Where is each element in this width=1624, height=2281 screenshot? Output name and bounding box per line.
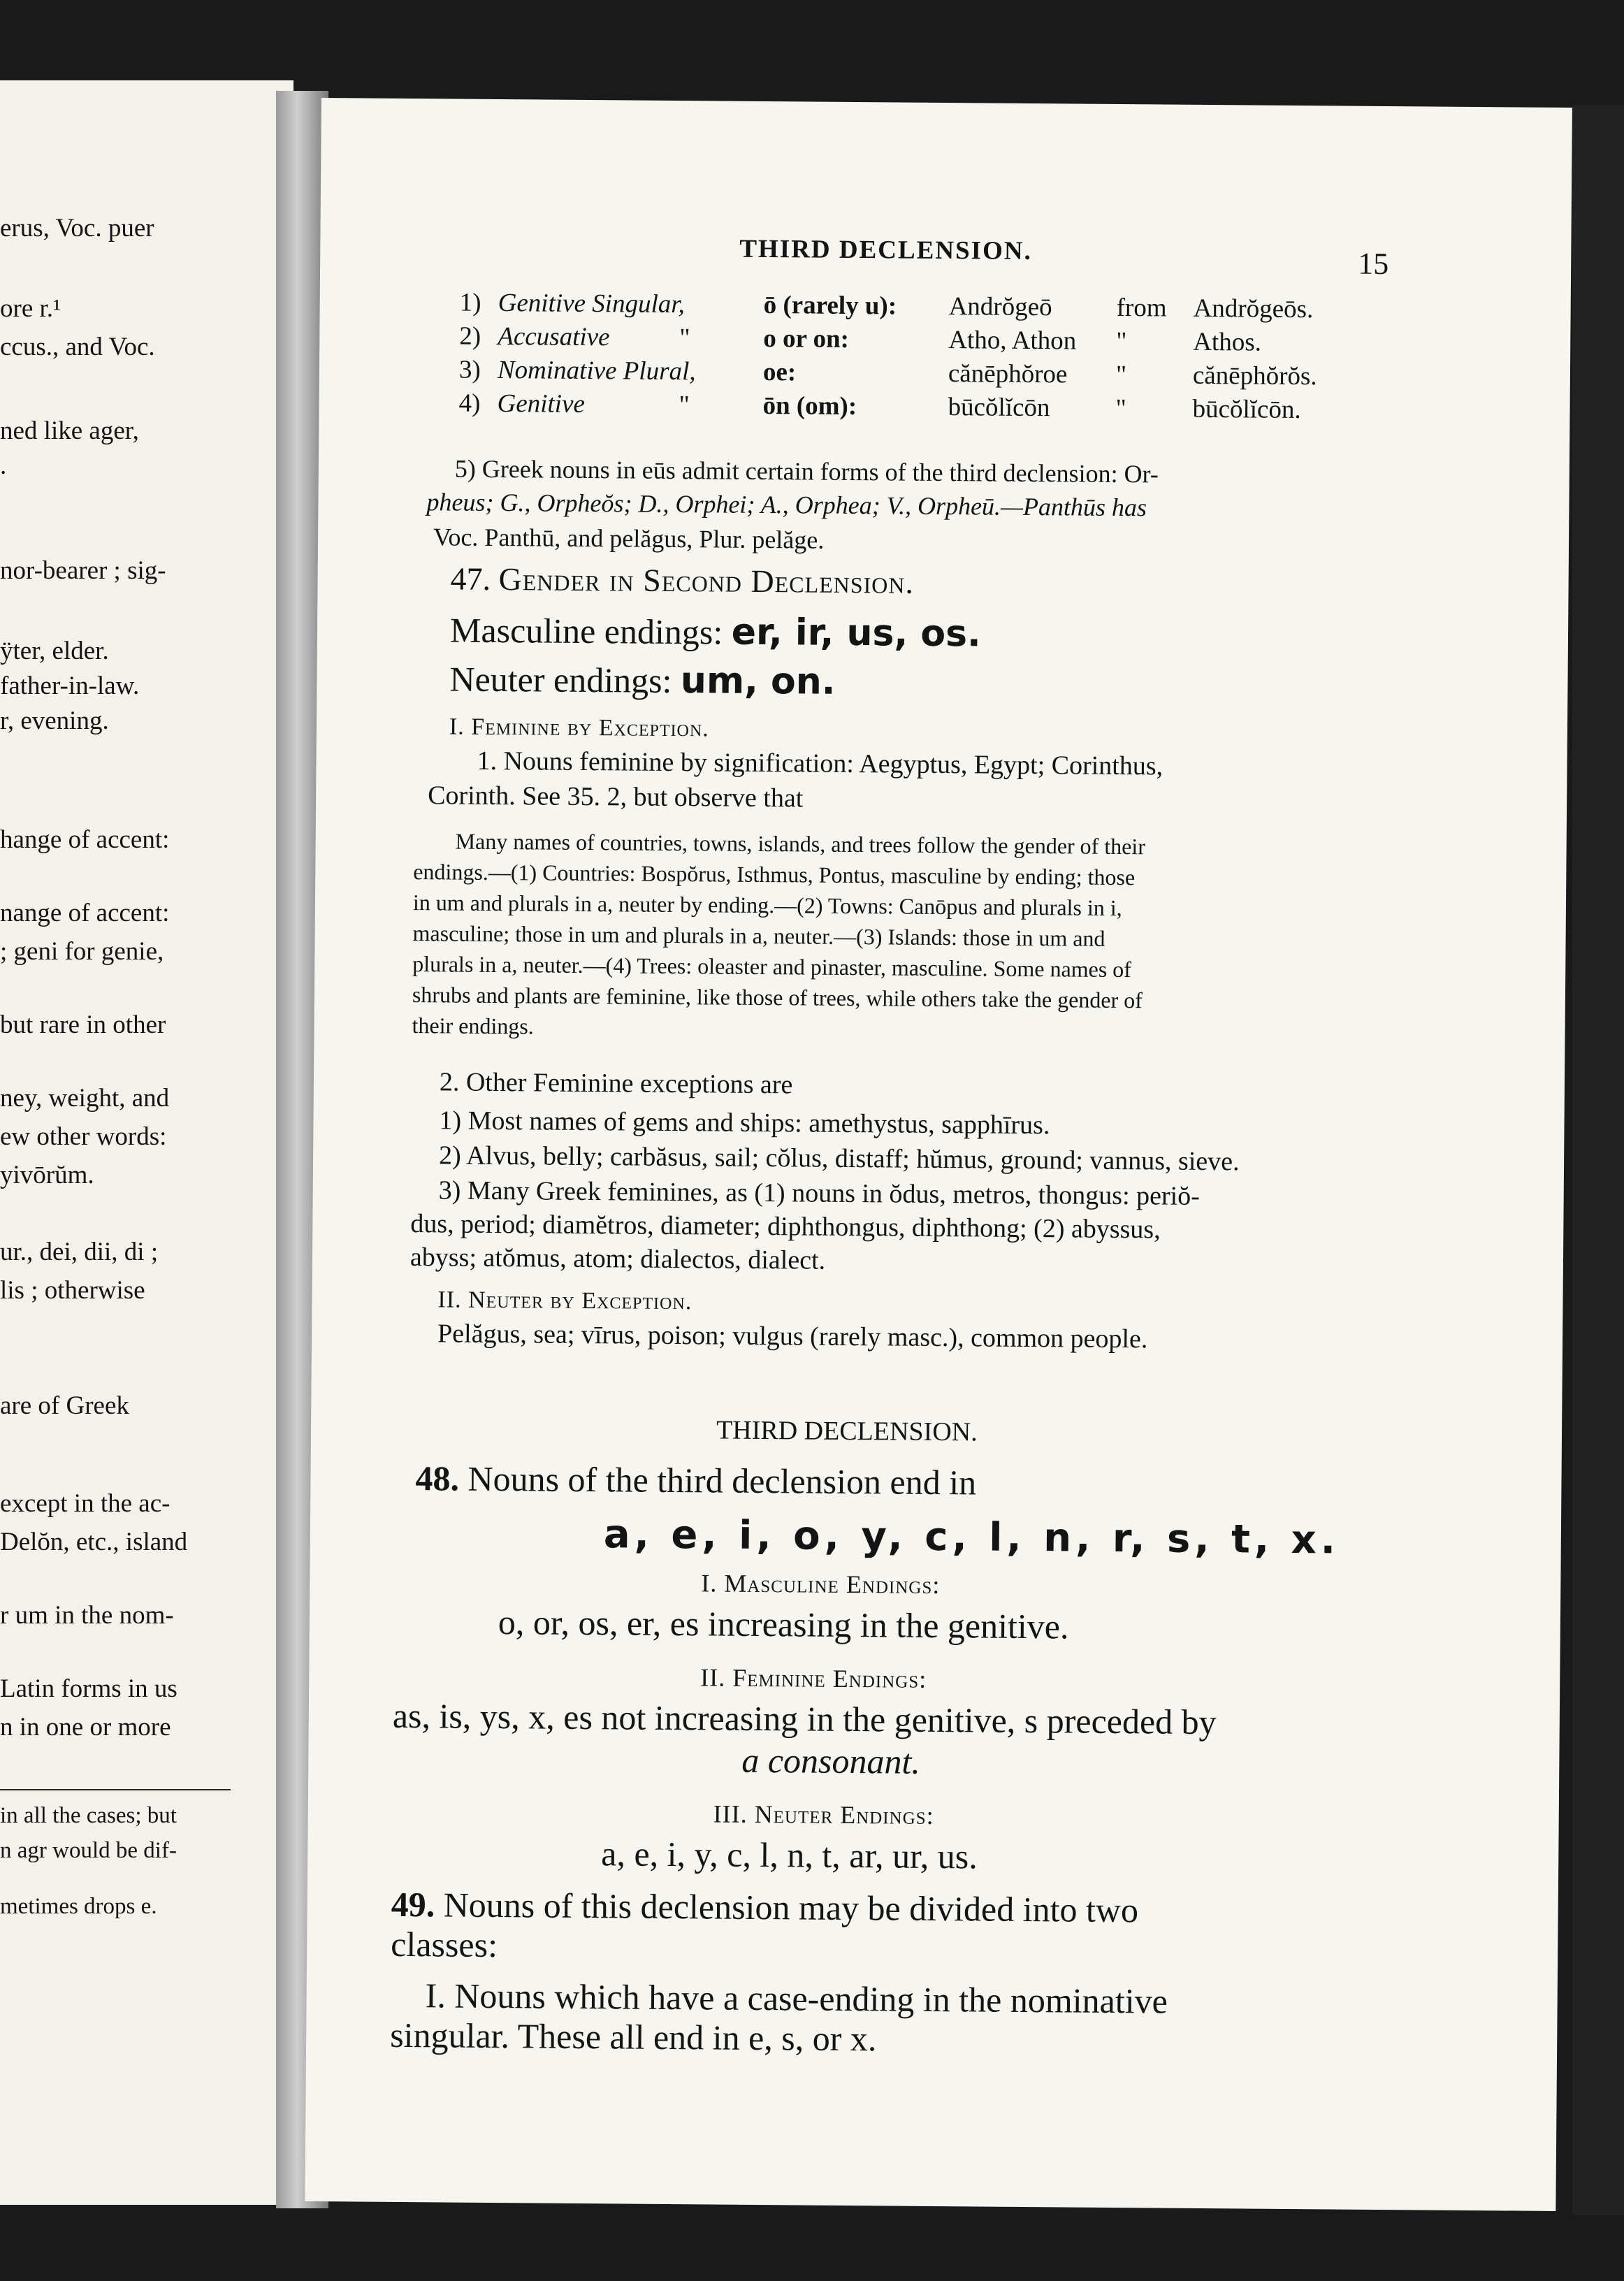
sec49-text: Nouns of this declension may be divided into two bbox=[443, 1885, 1139, 1930]
small-print-line: endings.—(1) Countries: Bospŏrus, Isthmus, Pontus, masculine by ending; those bbox=[413, 859, 1136, 890]
left-page-fragment: ned like ager, bbox=[0, 417, 139, 445]
greek-form-ending: ōn (om): bbox=[762, 391, 857, 421]
page-number: 15 bbox=[1357, 246, 1389, 282]
sec47-p2-item3-line2: dus, period; diamĕtros, diameter; diphthongus, diphthong; (2) abyssus, bbox=[410, 1209, 1161, 1245]
sec48-text: Nouns of the third declension end in bbox=[467, 1458, 977, 1502]
book-page bbox=[305, 98, 1572, 2211]
sec49-line1 bbox=[391, 1884, 1138, 1930]
greek-form-case: Accusative bbox=[498, 321, 610, 352]
greek-form-source: Athos. bbox=[1193, 327, 1262, 357]
greek-form-num: 2) bbox=[459, 321, 481, 351]
greek-form-source: cănēphŏrŏs. bbox=[1192, 361, 1317, 391]
neut-endings-line bbox=[449, 658, 835, 702]
left-page-fragment: n in one or more bbox=[0, 1713, 171, 1741]
item5-line2: pheus; G., Orpheŏs; D., Orphei; A., Orphea; V., Orpheū.—Panthūs has bbox=[426, 488, 1147, 522]
small-print-line: plurals in a, neuter.—(4) Trees: oleaster and pinaster, masculine. Some names of bbox=[412, 951, 1132, 983]
masc-endings-heading: I. Masculine Endings: bbox=[701, 1569, 941, 1600]
fem-exception-heading: I. Feminine by Exception. bbox=[449, 714, 709, 742]
greek-form-ditto: " bbox=[679, 391, 690, 420]
footnote-rule bbox=[0, 1789, 231, 1790]
item5-line1: 5) Greek nouns in eūs admit certain forms of the third declension: Or- bbox=[454, 454, 1159, 488]
greek-form-ending: ō (rarely u): bbox=[763, 290, 897, 321]
greek-form-num: 1) bbox=[459, 288, 481, 317]
left-page-fragment: ; geni for genie, bbox=[0, 937, 164, 966]
left-page-fragment: Latin forms in us bbox=[0, 1674, 177, 1703]
greek-form-from: " bbox=[1115, 360, 1127, 390]
greek-form-example: cănēphŏroe bbox=[948, 359, 1068, 389]
sec49-para-line1: I. Nouns which have a case-ending in the nominative bbox=[425, 1976, 1168, 2021]
left-page-fragment: . bbox=[0, 451, 7, 480]
sec48-number: 48. bbox=[415, 1458, 460, 1498]
small-print-line: masculine; those in um and plurals in a, neuter.—(3) Islands: those in um and bbox=[412, 920, 1105, 951]
sec47-p1-line1: 1. Nouns feminine by signification: Aegyptus, Egypt; Corinthus, bbox=[477, 746, 1163, 781]
neut-endings-rule: a, e, i, y, c, l, n, t, ar, ur, us. bbox=[601, 1834, 978, 1876]
left-page-fragment: hange of accent: bbox=[0, 825, 170, 854]
left-page-fragment: nange of accent: bbox=[0, 899, 170, 927]
fem-endings-heading: II. Feminine Endings: bbox=[700, 1663, 927, 1693]
greek-form-source: Andrŏgeōs. bbox=[1193, 294, 1314, 324]
left-page-fragment: lis ; otherwise bbox=[0, 1276, 145, 1305]
small-print-line: their endings. bbox=[412, 1013, 534, 1039]
left-page-fragment: r um in the nom- bbox=[0, 1601, 174, 1630]
masc-endings: er, ir, us, os. bbox=[731, 611, 982, 656]
left-page-fragment: except in the ac- bbox=[0, 1489, 171, 1518]
left-page-fragment: r, evening. bbox=[0, 707, 109, 735]
greek-form-example: Andrŏgeō bbox=[948, 292, 1052, 322]
greek-form-row bbox=[319, 354, 1570, 391]
sec48-line bbox=[415, 1458, 976, 1502]
sec47-p2-item2: 2) Alvus, belly; carbăsus, sail; cŏlus, distaff; hŭmus, ground; vannus, sieve. bbox=[438, 1140, 1240, 1177]
left-page-fragment: ÿter, elder. bbox=[0, 637, 109, 665]
sec47-number: 47. bbox=[450, 560, 491, 597]
left-page-fragment: ew other words: bbox=[0, 1122, 167, 1151]
greek-form-num: 3) bbox=[458, 355, 481, 384]
left-page-fragment: yivōrŭm. bbox=[0, 1161, 94, 1189]
book-edge-shadow bbox=[1572, 105, 1624, 2215]
small-print-line: shrubs and plants are feminine, like those of trees, while others take the gender of bbox=[412, 982, 1143, 1013]
sec49-para-line2: singular. These all end in e, s, or x. bbox=[390, 2015, 877, 2059]
masc-label: Masculine endings: bbox=[449, 610, 723, 652]
item5-line3: Voc. Panthū, and pelăgus, Plur. pelăge. bbox=[433, 523, 825, 554]
sec47-p2-item3-line1: 3) Many Greek feminines, as (1) nouns in ŏdus, metros, thongus: periŏ- bbox=[438, 1175, 1201, 1211]
greek-form-ditto: " bbox=[679, 324, 690, 353]
greek-form-source: būcŏlĭcōn. bbox=[1192, 394, 1301, 425]
third-declension-heading: THIRD DECLENSION. bbox=[716, 1415, 978, 1447]
neut-endings-heading: III. Neuter Endings: bbox=[713, 1800, 934, 1830]
greek-form-from: " bbox=[1115, 393, 1126, 423]
left-page-fragment: erus, Voc. puer bbox=[0, 214, 154, 242]
running-title: THIRD DECLENSION. bbox=[739, 234, 1032, 266]
sec49-line2: classes: bbox=[391, 1924, 498, 1965]
greek-form-case: Nominative Plural, bbox=[497, 355, 696, 386]
masc-endings-line bbox=[450, 609, 981, 655]
left-facing-page bbox=[0, 80, 293, 2205]
left-page-fragment: ccus., and Voc. bbox=[0, 333, 155, 361]
sec47-p2-item1: 1) Most names of gems and ships: amethystus, sapphīrus. bbox=[439, 1106, 1050, 1140]
left-page-fragment: nor-bearer ; sig- bbox=[0, 556, 166, 585]
greek-form-row bbox=[320, 287, 1571, 324]
small-print-line: in um and plurals in a, neuter by ending.—(2) Towns: Canōpus and plurals in i, bbox=[412, 890, 1122, 921]
sec47-heading bbox=[450, 560, 914, 600]
sec47-p1-line2: Corinth. See 35. 2, but observe that bbox=[427, 781, 804, 813]
left-page-fragment: are of Greek bbox=[0, 1391, 129, 1420]
greek-form-ending: o or on: bbox=[763, 324, 850, 354]
neut-exception-heading: II. Neuter by Exception. bbox=[437, 1287, 693, 1315]
neut-label: Neuter endings: bbox=[449, 659, 672, 700]
greek-form-case: Genitive Singular, bbox=[498, 288, 686, 319]
left-page-fragment: ore r.¹ bbox=[0, 294, 61, 323]
fem-endings-rule-line1: as, is, ys, x, es not increasing in the genitive, s preceded by bbox=[392, 1695, 1217, 1742]
left-page-fragment: ney, weight, and bbox=[0, 1084, 170, 1113]
masc-endings-rule: o, or, os, er, es increasing in the genitive. bbox=[498, 1602, 1069, 1646]
all-endings: a, e, i, o, y, c, l, n, r, s, t, x. bbox=[603, 1512, 1340, 1563]
left-page-fragment: in all the cases; but bbox=[0, 1803, 177, 1828]
greek-form-from: from bbox=[1116, 293, 1167, 323]
left-page-fragment: but rare in other bbox=[0, 1011, 166, 1039]
greek-form-num: 4) bbox=[458, 389, 481, 418]
greek-form-row bbox=[319, 387, 1570, 425]
neut-exception-line: Pelăgus, sea; vīrus, poison; vulgus (rarely masc.), common people. bbox=[437, 1319, 1148, 1354]
greek-form-from: " bbox=[1116, 326, 1127, 356]
greek-form-ending: oe: bbox=[762, 357, 797, 387]
greek-form-case: Genitive bbox=[497, 389, 586, 419]
greek-form-example: Atho, Athon bbox=[948, 326, 1077, 356]
left-page-fragment: father-in-law. bbox=[0, 672, 140, 700]
left-page-fragment: n agr would be dif- bbox=[0, 1838, 177, 1863]
greek-form-row bbox=[320, 320, 1571, 357]
greek-form-example: būcŏlĭcōn bbox=[948, 393, 1050, 423]
left-page-fragment: ur., dei, dii, di ; bbox=[0, 1238, 159, 1266]
fem-endings-rule-line2: a consonant. bbox=[741, 1740, 921, 1781]
sec47-p2-item3-line3: abyss; atŏmus, atom; dialectos, dialect. bbox=[409, 1243, 826, 1275]
small-print-line: Many names of countries, towns, islands, and trees follow the gender of their bbox=[455, 828, 1146, 860]
left-page-fragment: metimes drops e. bbox=[0, 1894, 157, 1919]
sec47-p2: 2. Other Feminine exceptions are bbox=[439, 1067, 793, 1100]
sec47-title: Gender in Second Declension. bbox=[498, 561, 915, 600]
left-page-fragment: Delŏn, etc., island bbox=[0, 1528, 188, 1556]
neut-endings: um, on. bbox=[680, 660, 836, 703]
sec49-number: 49. bbox=[391, 1884, 435, 1925]
